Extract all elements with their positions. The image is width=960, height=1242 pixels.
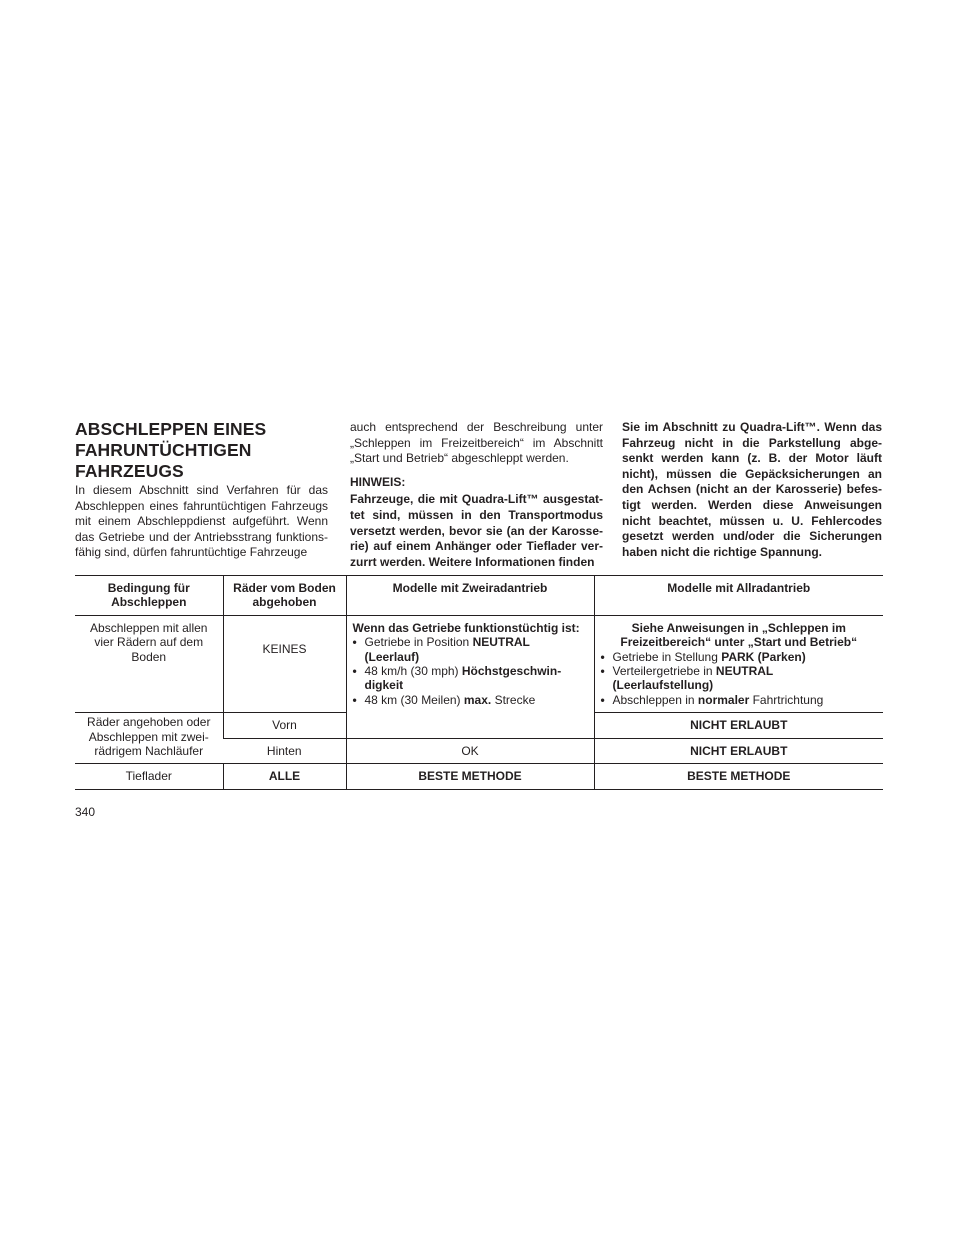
note-continuation: Sie im Abschnitt zu Quadra-Lift™. Wenn das Fahrzeug nicht in die Parkstellung abge-senkt werden kann (z. B. der Motor läuft nicht), müssen die Gepäcksicherungen an den Achsen (nicht an der Karosserie) befes-tigt werden. Werden diese Anweisungen nicht beachtet, müssen u. U. Fehlercodes gesetzt werden und/oder die Sicherungen haben nicht die richtige Spannung. — [622, 420, 882, 559]
header-wheels-lifted: Räder vom Boden abgehoben — [223, 576, 346, 616]
list-item: • Abschleppen in normaler Fahrtrichtung — [600, 692, 824, 707]
list-item: • Getriebe in Stellung PARK (Parken) — [600, 649, 806, 664]
header-condition: Bedingung für Abschleppen — [107, 581, 190, 610]
cell-4wd-flat — [594, 615, 883, 712]
4wd-list — [601, 650, 878, 708]
list-item: • Getriebe in Position NEUTRAL (Leerlauf) — [352, 635, 530, 664]
bullet-icon: • — [600, 664, 605, 679]
bullet-icon: • — [600, 692, 605, 707]
bullet-icon: • — [352, 664, 357, 679]
text-column-2 — [350, 420, 603, 570]
note-text: Fahrzeuge, die mit Quadra-Lift™ ausgestat-tet sind, müssen in den Transportmodus versetzt werden, bevor sie (an der Karosse-rie) auf einem Anhänger oder Tieflader ver-zurrt werden. Weitere Informationen finden — [350, 492, 603, 569]
page-number: 340 — [75, 805, 96, 819]
cell-condition-flatbed: Tieflader — [125, 769, 172, 784]
continuation-paragraph: auch entsprechend der Beschreibung unter „Schleppen im Freizeitbereich“ im Abschnitt „Start und Betrieb“ abgeschleppt werden. — [350, 420, 603, 466]
towing-table — [75, 575, 883, 790]
cell-front-4wd: NICHT ERLAUBT — [594, 713, 883, 739]
list-item: • 48 km/h (30 mph) Höchstgeschwin-digkeit — [352, 664, 562, 693]
cell-condition-flat: Abschleppen mit allen vier Rädern auf dem Boden — [90, 620, 208, 664]
table-row — [75, 615, 883, 712]
2wd-lead-text: Wenn das Getriebe funktionstüchtig ist: — [352, 620, 580, 635]
cell-front: Vorn — [223, 713, 346, 739]
heading-line-2: FAHRUNTÜCHTIGEN — [75, 440, 252, 460]
cell-flatbed-2wd: BESTE METHODE — [346, 764, 594, 789]
header-2wd: Modelle mit Zweiradantrieb — [346, 576, 594, 616]
cell-wheels-all: ALLE — [223, 764, 346, 789]
table-row — [75, 764, 883, 789]
heading-line-3: FAHRZEUGS — [75, 461, 184, 481]
cell-2wd-flat — [346, 615, 594, 738]
4wd-lead-text: Siehe Anweisungen in „Schleppen im Freizeitbereich“ unter „Start und Betrieb“ — [620, 620, 858, 650]
2wd-list — [353, 635, 588, 707]
section-heading — [75, 419, 335, 482]
heading-line-1: ABSCHLEPPEN EINES — [75, 419, 267, 439]
bullet-icon: • — [352, 692, 357, 707]
cell-rear: Hinten — [266, 743, 302, 758]
cell-rear-4wd: NICHT ERLAUBT — [594, 738, 883, 764]
table-header-row — [75, 576, 883, 616]
cell-condition-lifted: Räder angehoben oder Abschleppen mit zwei-rädrigem Nachläufer — [87, 715, 211, 759]
intro-paragraph: In diesem Abschnitt sind Verfahren für das Abschleppen eines fahruntüchtigen Fahrzeugs mit einem Abschleppdienst aufgeführt. Wenn das Getriebe und der Antriebsstrang funktions-fähig sind, dürfen fahruntüchtige Fahrzeuge — [75, 483, 328, 560]
cell-wheels-none: KEINES — [223, 615, 346, 712]
list-item: • Verteilergetriebe in NEUTRAL (Leerlaufstellung) — [600, 664, 774, 693]
header-4wd: Modelle mit Allradantrieb — [594, 576, 883, 616]
bullet-icon: • — [352, 635, 357, 650]
list-item: • 48 km (30 Meilen) max. Strecke — [352, 692, 536, 707]
text-column-3 — [622, 420, 882, 560]
bullet-icon: • — [600, 649, 605, 664]
cell-flatbed-4wd: BESTE METHODE — [594, 764, 883, 789]
note-label: HINWEIS: — [350, 474, 406, 489]
cell-rear-2wd: OK — [346, 738, 594, 764]
text-column-1 — [75, 483, 328, 561]
